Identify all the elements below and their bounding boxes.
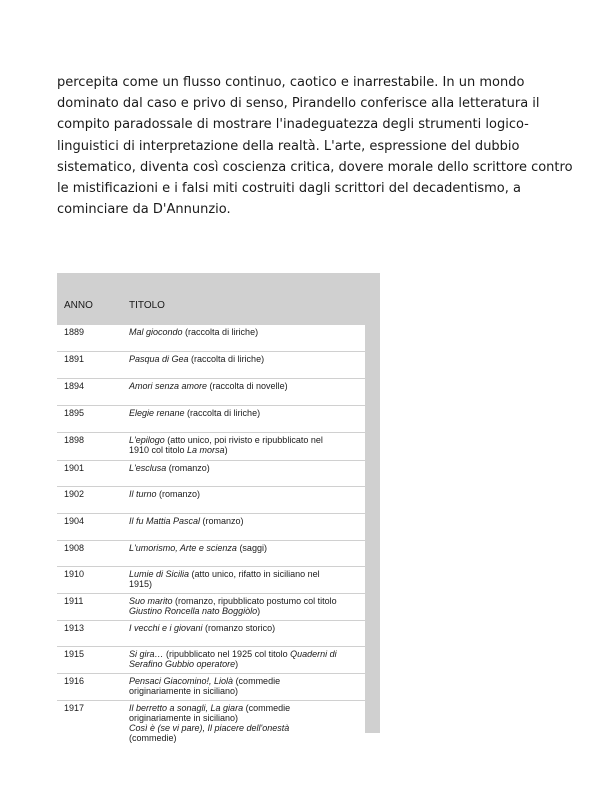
- work-note-text: (raccolta di liriche): [184, 408, 261, 418]
- row-title-line: [129, 686, 363, 696]
- work-title-text: La morsa: [187, 445, 225, 455]
- work-note-text: (raccolta di liriche): [188, 354, 265, 364]
- body-paragraph: [57, 72, 573, 220]
- work-title-text: Quaderni di: [290, 649, 337, 659]
- paragraph-line: cominciare da D'Annunzio.: [57, 202, 231, 218]
- row-title: [129, 489, 363, 499]
- work-title-text: Elegie renane: [129, 408, 185, 418]
- work-title-text: Serafino Gubbio operatore: [129, 659, 236, 669]
- work-note-text: (raccolta di novelle): [207, 381, 288, 391]
- row-title-line: [129, 723, 363, 733]
- row-year: 1895: [64, 408, 85, 418]
- work-title-text: Il fu Mattia Pascal: [129, 516, 201, 526]
- row-year: 1894: [64, 381, 85, 391]
- row-title-line: [129, 623, 363, 633]
- work-note-text: (raccolta di liriche): [182, 327, 259, 337]
- work-note-text: ): [224, 445, 228, 455]
- header-title: TITOLO: [129, 300, 165, 311]
- table-row: [57, 541, 365, 566]
- work-note-text: (commedie): [129, 733, 177, 743]
- row-title-line: [129, 703, 363, 713]
- row-title: [129, 649, 363, 669]
- row-title-line: [129, 463, 363, 473]
- row-title: [129, 596, 363, 616]
- table-rows: [57, 325, 365, 746]
- row-year: 1908: [64, 543, 85, 553]
- row-year: 1889: [64, 327, 85, 337]
- work-note-text: (atto unico, poi rivisto e ripubblicato nel: [164, 435, 323, 445]
- row-title-line: [129, 569, 363, 579]
- work-note-text: (romanzo): [200, 516, 244, 526]
- row-title-line: [129, 408, 363, 418]
- row-title-line: [129, 516, 363, 526]
- row-title-line: [129, 445, 363, 455]
- table-row: [57, 487, 365, 513]
- work-note-text: (ripubblicato nel 1925 col titolo: [163, 649, 291, 659]
- work-title-text: Pensaci Giacomino!, Liolà: [129, 676, 234, 686]
- work-note-text: 1910 col titolo: [129, 445, 188, 455]
- work-title-text: Lumie di Sicilia: [129, 569, 190, 579]
- work-title-text: I vecchi e i giovani: [129, 623, 203, 633]
- table-row: [57, 461, 365, 486]
- work-note-text: ): [235, 659, 239, 669]
- row-title-line: [129, 649, 363, 659]
- table-row: [57, 567, 365, 593]
- row-title: [129, 676, 363, 696]
- work-title-text: L'esclusa: [129, 463, 167, 473]
- work-note-text: (romanzo): [166, 463, 210, 473]
- row-title-line: [129, 381, 363, 391]
- row-title-line: [129, 676, 363, 686]
- paragraph-line: linguistici di interpretazione della realtà. L'arte, espressione del dubbio: [57, 138, 520, 154]
- work-title-text: Il berretto a sonagli, La giara: [129, 703, 244, 713]
- row-title: [129, 435, 363, 455]
- row-title-line: [129, 659, 363, 669]
- row-year: 1901: [64, 463, 85, 473]
- row-year: 1917: [64, 703, 85, 713]
- row-title-line: [129, 579, 363, 589]
- row-title: [129, 381, 363, 391]
- table-row: [57, 594, 365, 620]
- paragraph-line: le mistificazioni e i falsi miti costruiti dagli scrittori del decadentismo, a: [57, 181, 521, 197]
- work-title-text: L'epilogo: [129, 435, 165, 445]
- row-title: [129, 408, 363, 418]
- table-row: [57, 379, 365, 405]
- row-year: 1904: [64, 516, 85, 526]
- paragraph-line: compito paradossale di mostrare l'inadeguatezza degli strumenti logico-: [57, 117, 529, 133]
- table-row: [57, 352, 365, 378]
- row-year: 1910: [64, 569, 85, 579]
- row-title-line: [129, 606, 363, 616]
- work-title-text: Si gira…: [129, 649, 164, 659]
- table-row: [57, 701, 365, 745]
- row-title-line: [129, 543, 363, 553]
- work-note-text: originariamente in siciliano): [129, 713, 239, 723]
- row-year: 1911: [64, 596, 84, 606]
- row-title-line: [129, 733, 363, 743]
- row-year: 1916: [64, 676, 85, 686]
- paragraph-line: sistematico, diventa così coscienza critica, dovere morale dello scrittore contro: [57, 159, 573, 175]
- work-title-text: Amori senza amore: [129, 381, 208, 391]
- work-note-text: (commedie: [233, 676, 281, 686]
- work-title-text: Mal giocondo: [129, 327, 183, 337]
- header-year: ANNO: [64, 300, 93, 311]
- work-note-text: (romanzo, ripubblicato postumo col titolo: [172, 596, 337, 606]
- work-title-text: Il turno: [129, 489, 157, 499]
- table-row: [57, 433, 365, 460]
- row-title: [129, 463, 363, 473]
- table-row: [57, 406, 365, 432]
- row-title: [129, 543, 363, 553]
- work-title-text: Pasqua di Gea: [129, 354, 189, 364]
- work-note-text: (saggi): [236, 543, 267, 553]
- work-title-text: Suo marito: [129, 596, 173, 606]
- row-year: 1913: [64, 623, 85, 633]
- row-title-line: [129, 354, 363, 364]
- work-title-text: Così è (se vi pare), Il piacere dell'onestà: [129, 723, 290, 733]
- table-row: [57, 647, 365, 673]
- work-title-text: Giustino Roncella nato Boggiòlo: [129, 606, 258, 616]
- row-title: [129, 516, 363, 526]
- table-row: [57, 621, 365, 646]
- work-note-text: (romanzo storico): [202, 623, 276, 633]
- row-title-line: [129, 489, 363, 499]
- row-title-line: [129, 713, 363, 723]
- row-title: [129, 623, 363, 633]
- row-title: [129, 354, 363, 364]
- table-row: [57, 325, 365, 351]
- table-header: [57, 273, 380, 323]
- row-title-line: [129, 435, 363, 445]
- row-title: [129, 569, 363, 589]
- row-year: 1891: [64, 354, 85, 364]
- table-row: [57, 514, 365, 540]
- paragraph-line: dominato dal caso e privo di senso, Pirandello conferisce alla letteratura il: [57, 96, 540, 112]
- works-table: [57, 273, 380, 743]
- work-note-text: (romanzo): [156, 489, 201, 499]
- row-title-line: [129, 327, 363, 337]
- row-year: 1902: [64, 489, 85, 499]
- work-note-text: ): [257, 606, 261, 616]
- work-note-text: (atto unico, rifatto in siciliano nel: [189, 569, 320, 579]
- row-year: 1898: [64, 435, 85, 445]
- paragraph-line: percepita come un flusso continuo, caotico e inarrestabile. In un mondo: [57, 75, 525, 90]
- row-year: 1915: [64, 649, 85, 659]
- row-title: [129, 327, 363, 337]
- work-note-text: originariamente in siciliano): [129, 686, 239, 696]
- work-note-text: 1915): [129, 579, 153, 589]
- row-title: [129, 703, 363, 743]
- table-row: [57, 674, 365, 700]
- work-title-text: L'umorismo, Arte e scienza: [129, 543, 237, 553]
- work-note-text: (commedie: [243, 703, 291, 713]
- row-title-line: [129, 596, 363, 606]
